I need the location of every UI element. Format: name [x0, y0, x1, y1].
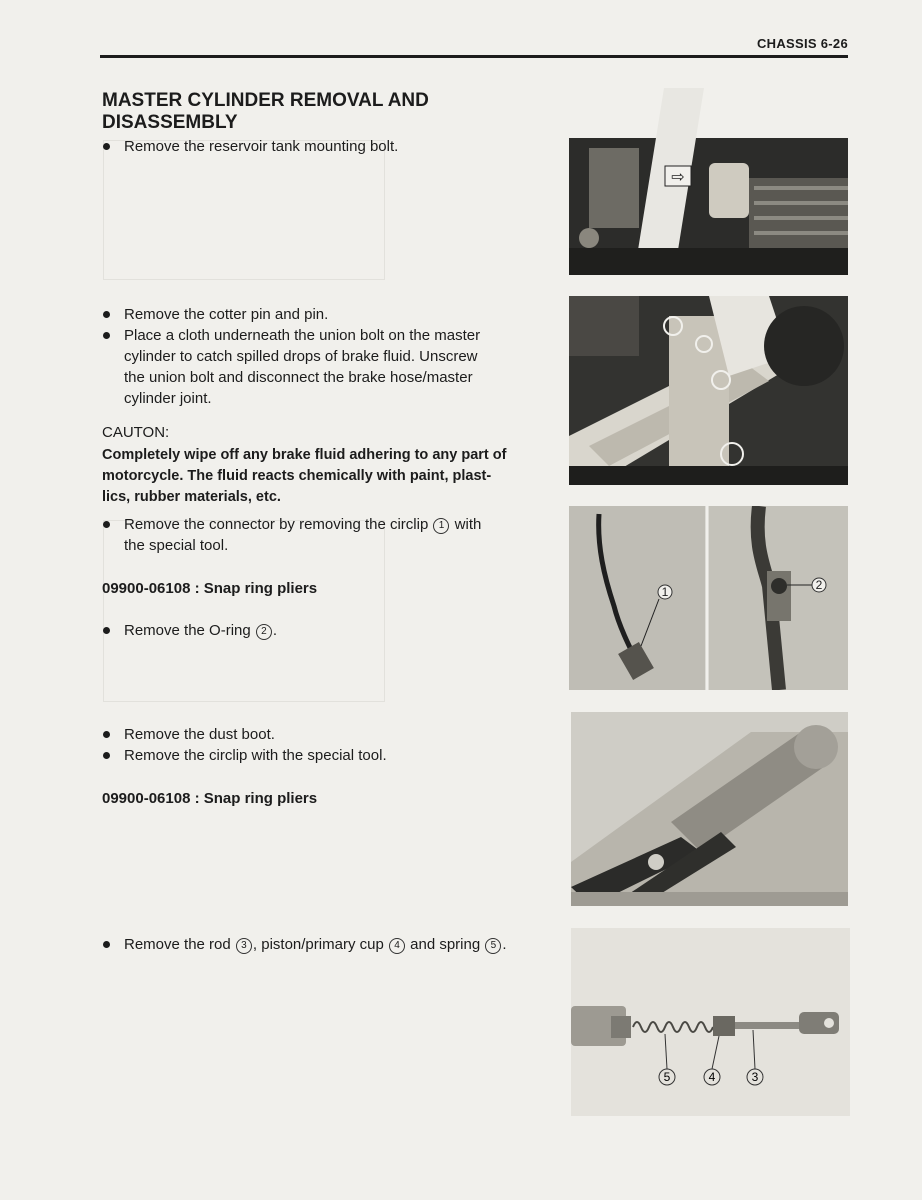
arrow-icon: ⇨ — [671, 169, 685, 186]
special-tool-2: 09900-06108 : Snap ring pliers — [102, 790, 318, 807]
caution-text — [102, 445, 552, 508]
step-text: . — [272, 622, 278, 639]
bullet — [103, 521, 110, 528]
step-text: Remove the rod — [124, 936, 231, 953]
caution-heading: CAUTON: — [102, 424, 170, 441]
section-name: CHASSIS — [756, 36, 817, 51]
callout-2-label: 2 — [815, 578, 823, 592]
photo-circlip-oring — [569, 506, 848, 690]
bullet — [103, 143, 110, 150]
page-header — [757, 36, 848, 51]
steps-2-3 — [102, 304, 552, 409]
step-5 — [102, 620, 552, 641]
step-8 — [102, 934, 562, 955]
bullet — [103, 941, 110, 948]
step-text: cylinder joint. — [124, 390, 212, 407]
callout-1-label: 1 — [661, 585, 669, 599]
caution-box — [102, 422, 552, 508]
callout-2: 2 — [256, 624, 272, 640]
step-text: Remove the connector by removing the circlip — [124, 516, 429, 533]
callout-5: 5 — [485, 938, 501, 954]
special-tool-1: 09900-06108 : Snap ring pliers — [102, 580, 318, 597]
title-line-1: MASTER CYLINDER REMOVAL AND — [102, 90, 429, 111]
bleed-through-frame — [103, 140, 385, 280]
step-text: Remove the dust boot. — [124, 726, 275, 743]
step-4 — [102, 514, 552, 556]
callout-4: 4 — [389, 938, 405, 954]
title-line-2: DISASSEMBLY — [102, 112, 238, 133]
callout-4-label: 4 — [708, 1070, 716, 1084]
bullet — [103, 752, 110, 759]
step-text: cylinder to catch spilled drops of brake fluid. Unscrew — [124, 348, 478, 365]
photo-reservoir-tank — [569, 88, 848, 275]
caution-line: Completely wipe off any brake fluid adhering to any part of — [102, 447, 507, 463]
page-number: 6-26 — [820, 36, 848, 51]
caution-line: lics, rubber materials, etc. — [102, 489, 281, 505]
step-text: Remove the O-ring — [124, 622, 251, 639]
step-text: the special tool. — [124, 537, 229, 554]
step-text: . — [502, 936, 507, 953]
header-rule — [100, 55, 848, 58]
step-text: Remove the reservoir tank mounting bolt. — [124, 138, 399, 155]
step-text: , piston/primary cup — [252, 936, 384, 953]
photo-dust-boot — [571, 712, 848, 906]
callout-3-label: 3 — [751, 1070, 759, 1084]
steps-6-7 — [102, 724, 552, 766]
step-text: and spring — [410, 936, 481, 953]
step-1 — [102, 136, 552, 157]
bullet — [103, 627, 110, 634]
bullet — [103, 731, 110, 738]
callout-1: 1 — [433, 518, 449, 534]
step-text: Remove the cotter pin and pin. — [124, 306, 329, 323]
bullet — [103, 311, 110, 318]
step-text: with — [454, 516, 482, 533]
step-text: Place a cloth underneath the union bolt on the master — [124, 327, 481, 344]
step-text: the union bolt and disconnect the brake hose/master — [124, 369, 473, 386]
photo-piston-spring — [571, 928, 850, 1116]
photo-union-bolt — [569, 296, 848, 485]
callout-3: 3 — [236, 938, 252, 954]
page-title — [102, 90, 522, 134]
caution-line: motorcycle. The fluid reacts chemically with paint, plast- — [102, 468, 492, 484]
step-text: Remove the circlip with the special tool. — [124, 747, 387, 764]
callout-5-label: 5 — [663, 1070, 671, 1084]
bullet — [103, 332, 110, 339]
